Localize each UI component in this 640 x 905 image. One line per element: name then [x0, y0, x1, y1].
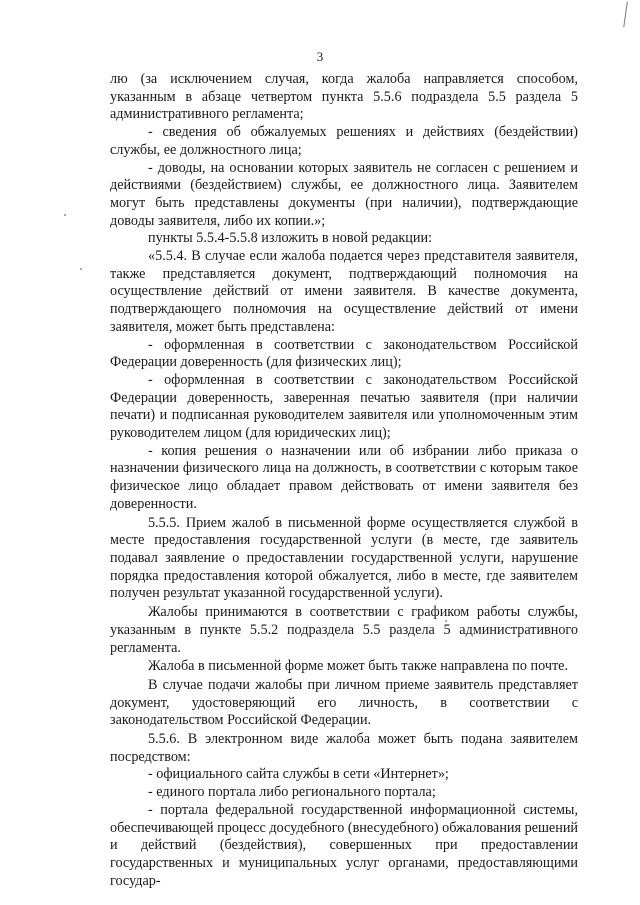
paragraph-13: 5.5.6. В электронном виде жалоба может быть подана заявителем посредством: [110, 731, 578, 765]
paragraph-9: 5.5.5. Прием жалоб в письменной форме осуществляется службой в месте предоставления государственной услуги (в месте, где заявитель подавал заявление о предоставлении государственной услуги, нарушение порядка предоставления которой обжалуется, либо в месте, где заявителем получен результат указанной государственной услуги). [110, 514, 578, 602]
paragraph-10: Жалобы принимаются в соответствии с графиком работы службы, указанным в пункте 5.5.2 подраздела 5.5 раздела 5 административного регламента. [110, 604, 578, 656]
paragraph-3: - доводы, на основании которых заявитель не согласен с решением и действиями (бездействием) службы, ее должностного лица. Заявителем могут быть представлены документы (при наличии), подтверждающие доводы заявителя, либо их копии.»; [110, 159, 578, 229]
paragraph-14: - официального сайта службы в сети «Интернет»; [148, 766, 449, 783]
paragraph-2: - сведения об обжалуемых решениях и действиях (бездействии) службы, ее должностного лица; [110, 124, 578, 158]
scan-edge-mark [623, 1, 638, 28]
paragraph-15: - единого портала либо регионального портала; [148, 784, 436, 801]
document-body [110, 71, 578, 890]
paragraph-16: - портала федеральной государственной информационной системы, обеспечивающей процесс досудебного (внесудебного) обжалования решений и действий (бездействия), совершенных при предоставлении государственных и муниципальных услуг органами, предоставляющими государ- [110, 801, 578, 889]
paragraph-12: В случае подачи жалобы при личном приеме заявитель представляет документ, удостоверяющий его личность, в соответствии с законодательством Российской Федерации. [110, 676, 578, 729]
paragraph-7: - оформленная в соответствии с законодательством Российской Федерации доверенность, заверенная печатью заявителя (при наличии печати) и подписанная руководителем заявителя или уполномоченным этим руководителем лицом (для юридических лиц); [110, 371, 578, 442]
paragraph-5: «5.5.4. В случае если жалоба подается через представителя заявителя, также представляется документ, подтверждающий полномочия на осуществление действий от имени заявителя. В качестве документа, подтверждающего полномочия на осуществление действий от имени заявителя, может быть представлена: [110, 248, 578, 335]
page-number: 3 [316, 49, 324, 64]
paragraph-1: лю (за исключением случая, когда жалоба направляется способом, указанным в абзаце четвертом пункта 5.5.6 подраздела 5.5 раздела 5 административного регламента; [110, 71, 578, 123]
paragraph-8: - копия решения о назначении или об избрании либо приказа о назначении физического лица на должность, в соответствии с которым такое физическое лицо обладает правом действовать от имени заявителя без доверенности. [110, 442, 578, 512]
paragraph-6: - оформленная в соответствии с законодательством Российской Федерации доверенность (для физических лиц); [110, 336, 578, 371]
scan-speck [445, 620, 447, 622]
scan-speck [64, 214, 66, 216]
scan-speck [80, 268, 82, 270]
paragraph-4: пункты 5.5.4-5.5.8 изложить в новой редакции: [148, 230, 433, 247]
paragraph-11: Жалоба в письменной форме может быть также направлена по почте. [148, 658, 569, 675]
